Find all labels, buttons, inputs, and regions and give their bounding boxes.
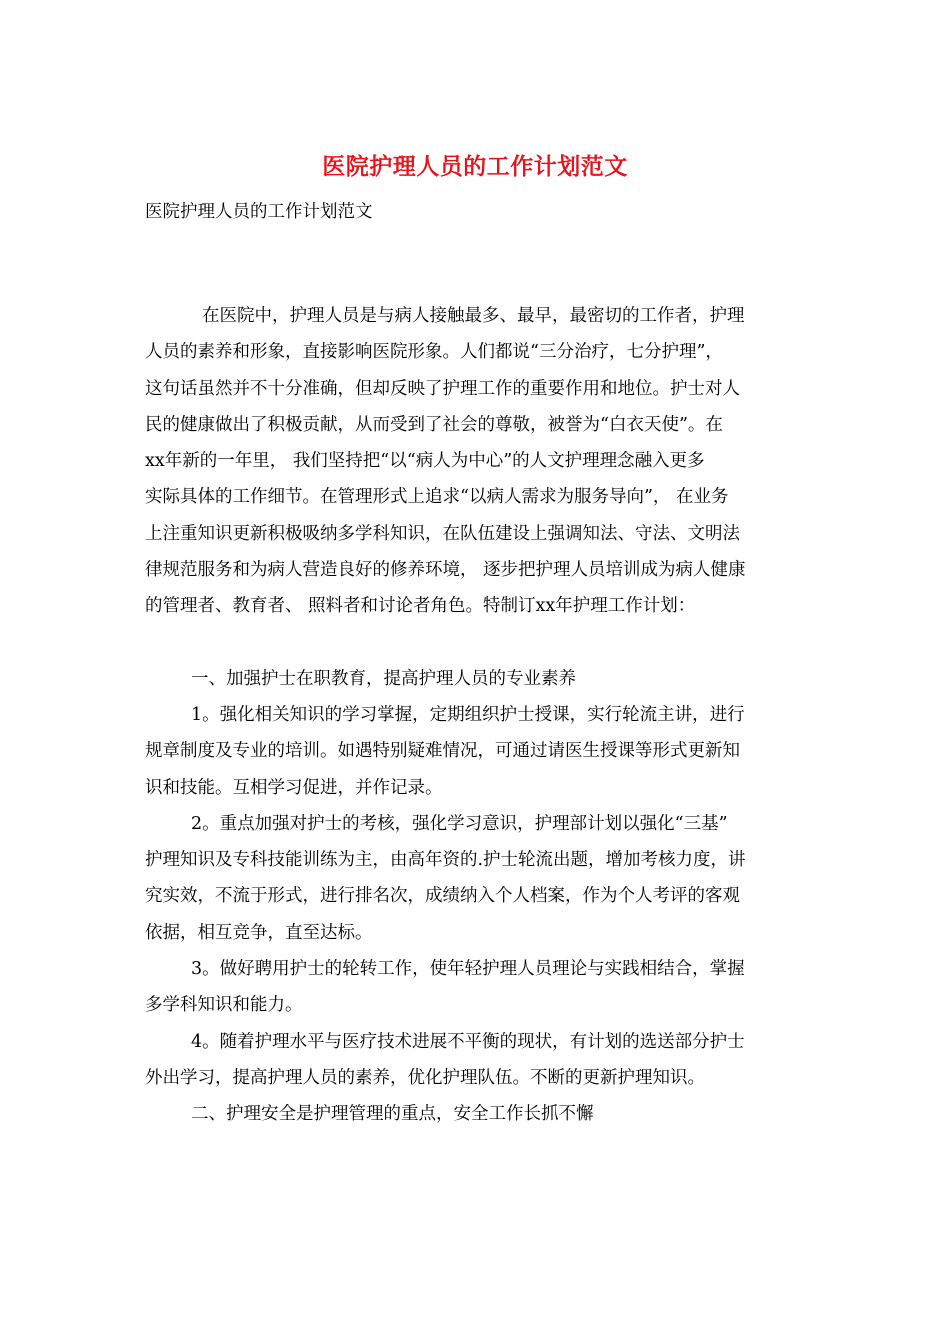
text-line: 依据，相互竞争，直至达标。	[145, 922, 373, 943]
text-line: 上注重知识更新积极吸纳多学科知识，在队伍建设上强调知法、守法、文明法	[145, 523, 740, 544]
text-line: 在医院中，护理人员是与病人接触最多、最早，最密切的工作者，护理	[202, 306, 745, 326]
text-line: 究实效，不流于形式，进行排名次，成绩纳入个人档案，作为个人考评的客观	[145, 886, 740, 907]
text-line: 实际具体的工作细节。在管理形式上追求“以病人需求为服务导向”， 在业务	[145, 487, 729, 508]
text-line: 律规范服务和为病人营造良好的修养环境， 逐步把护理人员培训成为病人健康	[145, 560, 746, 581]
text-line: 这句话虽然并不十分准确，但却反映了护理工作的重要作用和地位。护士对人	[145, 378, 740, 399]
item-4-paragraph	[145, 1024, 807, 1097]
text-line: 3。做好聘用护士的轮转工作，使年轻护理人员理论与实践相结合，掌握	[191, 959, 745, 980]
text-line: 外出学习，提高护理人员的素养，优化护理队伍。不断的更新护理知识。	[145, 1067, 705, 1088]
text-line: 民的健康做出了积极贡献，从而受到了社会的尊敬，被誉为“白衣天使”。在	[145, 414, 723, 435]
item-3-paragraph	[145, 951, 807, 1024]
text-line: 识和技能。互相学习促进，并作记录。	[145, 777, 443, 798]
text-line: 多学科知识和能力。	[145, 995, 303, 1016]
document-body	[145, 298, 807, 1133]
intro-paragraph	[145, 298, 807, 625]
section-2-heading	[145, 1096, 807, 1132]
text-line: 1。强化相关知识的学习掌握，定期组织护士授课，实行轮流主讲，进行	[191, 704, 745, 725]
section-1-heading	[145, 661, 807, 697]
document-title: 医院护理人员的工作计划范文	[322, 154, 628, 180]
text-line: 护理知识及专科技能训练为主，由高年资的.护士轮流出题，增加考核力度，讲	[145, 850, 746, 871]
item-1-paragraph	[145, 697, 807, 806]
item-2-paragraph	[145, 806, 807, 951]
text-line: 的管理者、教育者、 照料者和讨论者角色。特制订xx年护理工作计划：	[145, 596, 696, 617]
text-line: 4。随着护理水平与医疗技术进展不平衡的现状，有计划的选送部分护士	[191, 1031, 745, 1052]
section-heading-text: 一、加强护士在职教育，提高护理人员的专业素养	[191, 668, 576, 689]
text-line: 2。重点加强对护士的考核，强化学习意识，护理部计划以强化“三基”	[191, 813, 728, 834]
text-line: 人员的素养和形象，直接影响医院形象。人们都说“三分治疗，七分护理”，	[145, 342, 723, 363]
text-line: 规章制度及专业的培训。如遇特别疑难情况，可通过请医生授课等形式更新知	[145, 741, 740, 762]
text-line: xx年新的一年里， 我们坚持把“以“病人为中心”的人文护理理念融入更多	[145, 451, 705, 472]
paragraph-spacer	[145, 625, 807, 661]
document-subtitle: 医院护理人员的工作计划范文	[145, 202, 373, 222]
section-heading-text: 二、护理安全是护理管理的重点，安全工作长抓不懈	[191, 1104, 594, 1125]
